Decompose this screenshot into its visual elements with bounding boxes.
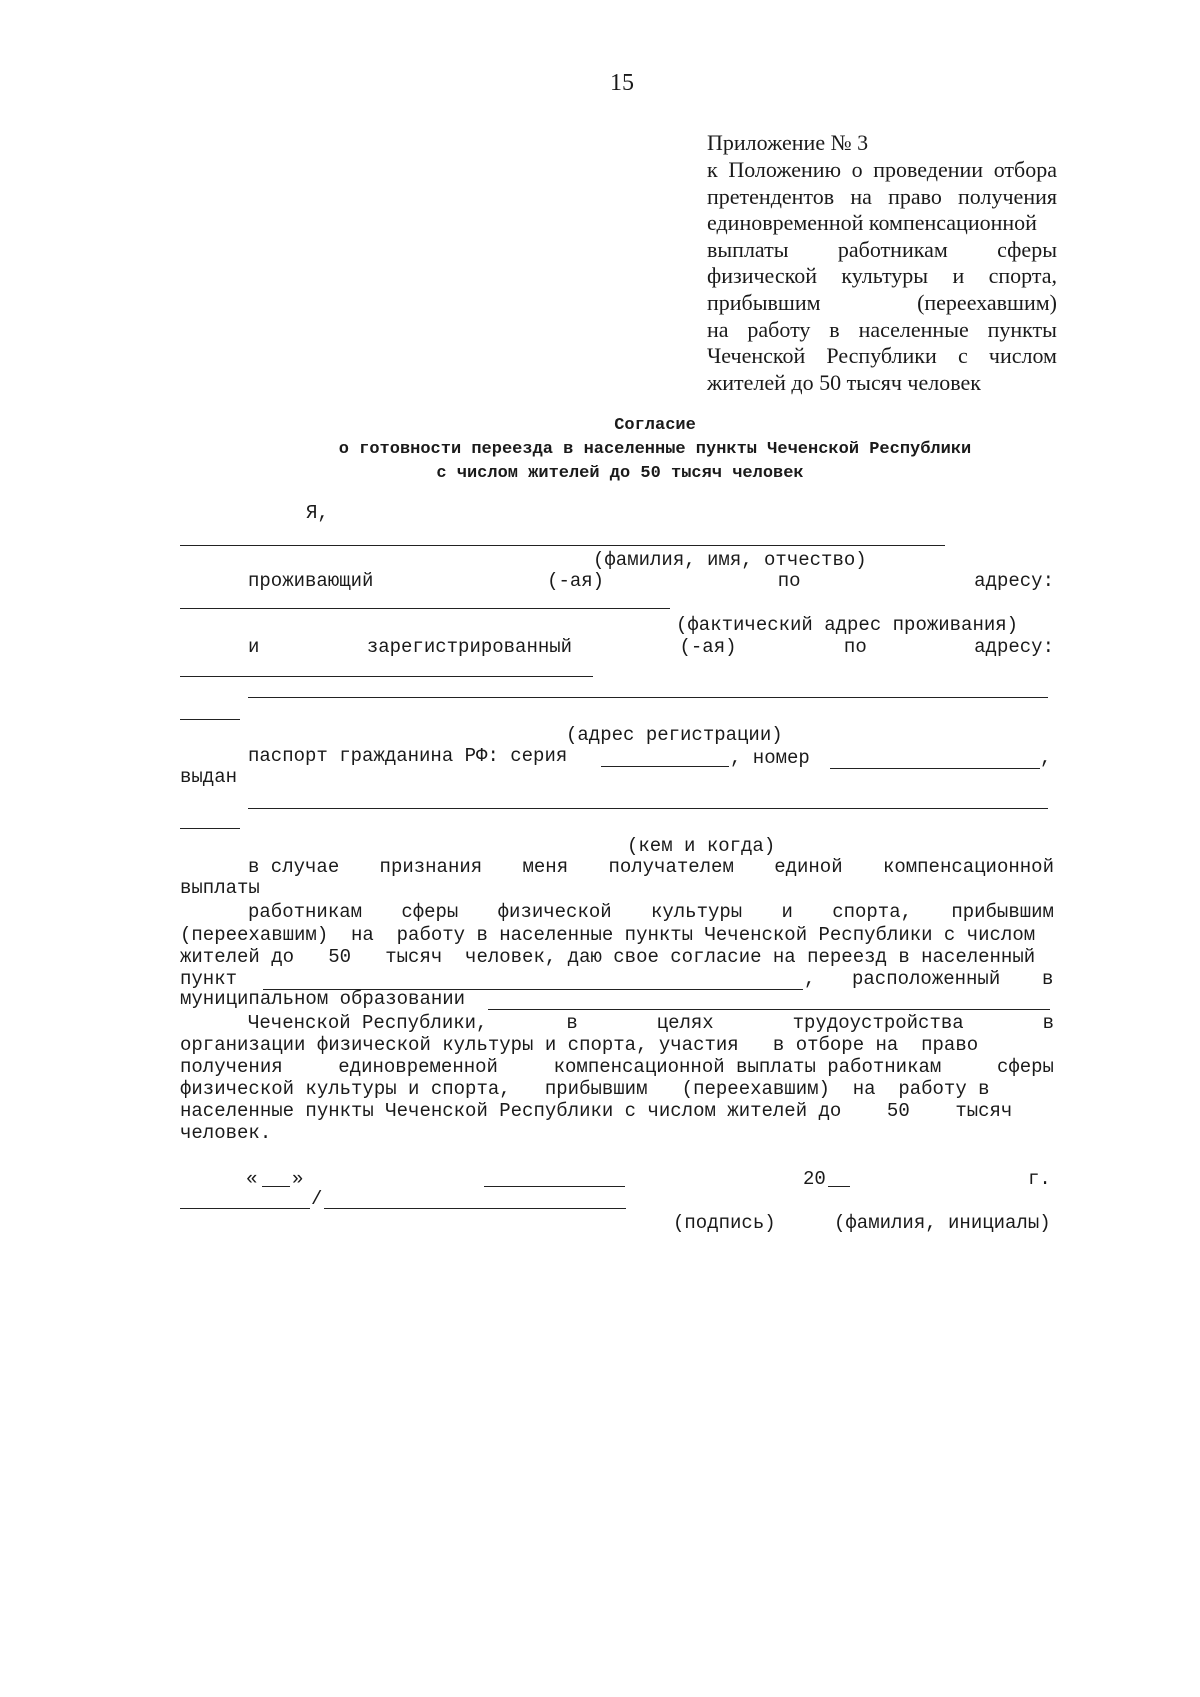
word: проживающий bbox=[248, 570, 374, 592]
appendix-line bbox=[707, 210, 1057, 237]
word: сферы bbox=[996, 1056, 1054, 1078]
passport-series-field[interactable] bbox=[601, 766, 729, 767]
appendix-body bbox=[707, 157, 1057, 396]
word: адресу: bbox=[974, 636, 1054, 658]
fio-hint: (фамилия, имя, отчество) bbox=[593, 549, 867, 571]
word: единой bbox=[774, 856, 843, 878]
word: получения bbox=[180, 1056, 283, 1078]
located-preposition: в bbox=[1042, 968, 1054, 990]
document-subtitle: о готовности переезда в населенные пункты Чеченской Республики bbox=[338, 440, 972, 459]
consent-text-line-13: человек. bbox=[180, 1122, 272, 1144]
consent-text-line-10 bbox=[180, 1056, 1054, 1078]
issued-by-field-line-1[interactable] bbox=[248, 808, 1048, 809]
word: культуры bbox=[650, 901, 743, 923]
appendix-word: единовременной компенсационной bbox=[707, 210, 1037, 236]
appendix-word: пункты bbox=[987, 316, 1057, 342]
word: получателем bbox=[608, 856, 734, 878]
residing-line bbox=[248, 570, 1054, 592]
consent-text-line-3 bbox=[248, 901, 1054, 923]
year-prefix: 20 bbox=[803, 1168, 826, 1190]
word: в bbox=[1042, 1012, 1054, 1034]
passport-comma: , bbox=[1040, 747, 1052, 769]
municipality-field[interactable] bbox=[488, 1009, 1050, 1010]
word: признания bbox=[379, 856, 483, 878]
appendix-word: числом bbox=[988, 343, 1057, 369]
appendix-word: работникам bbox=[837, 236, 948, 262]
word: спорта, bbox=[832, 901, 913, 923]
appendix-word: Республики bbox=[826, 343, 937, 369]
word: компенсационной bbox=[882, 856, 1054, 878]
word: и bbox=[781, 901, 793, 923]
registered-line bbox=[248, 636, 1054, 658]
appendix-line bbox=[707, 263, 1057, 290]
appendix-line bbox=[707, 317, 1057, 344]
actual-address-hint: (фактический адрес проживания) bbox=[676, 614, 1019, 636]
located-label: расположенный bbox=[852, 968, 1001, 990]
appendix-word: выплаты bbox=[707, 236, 789, 262]
year-field[interactable] bbox=[828, 1186, 850, 1187]
word: физической bbox=[497, 901, 612, 923]
full-name-hint: (фамилия, инициалы) bbox=[834, 1212, 1051, 1234]
issued-label: выдан bbox=[180, 766, 238, 788]
word: прибывшим bbox=[951, 901, 1054, 923]
word: компенсационной выплаты работникам bbox=[553, 1056, 942, 1078]
appendix-word: претендентов bbox=[707, 183, 835, 209]
date-open-quote: « bbox=[246, 1168, 258, 1190]
appendix-line bbox=[707, 237, 1057, 264]
passport-number-label: , номер bbox=[730, 747, 810, 769]
word: (-ая) bbox=[679, 636, 737, 658]
signature-slash: / bbox=[311, 1188, 323, 1210]
word: по bbox=[777, 570, 801, 592]
word: по bbox=[843, 636, 867, 658]
appendix-word: (переехавшим) bbox=[917, 289, 1057, 315]
date-close-quote: » bbox=[292, 1168, 304, 1190]
signature-hint: (подпись) bbox=[673, 1212, 776, 1234]
fio-field-line[interactable] bbox=[180, 545, 945, 546]
consent-text-line-11: физической культуры и спорта, прибывшим (переехавшим) на работу в bbox=[180, 1078, 990, 1100]
appendix-word: спорта, bbox=[988, 263, 1057, 289]
appendix-word: населенные bbox=[858, 316, 969, 342]
consent-text-line-8 bbox=[248, 1012, 1054, 1034]
appendix-word: получения bbox=[958, 183, 1057, 209]
date-month-field[interactable] bbox=[484, 1186, 625, 1187]
appendix-word: в bbox=[829, 316, 840, 342]
word: сферы bbox=[401, 901, 459, 923]
word: целях bbox=[656, 1012, 714, 1034]
actual-address-field-line[interactable] bbox=[180, 608, 670, 609]
appendix-title: Приложение № 3 bbox=[707, 130, 869, 155]
settlement-label: пункт bbox=[180, 968, 238, 990]
appendix-word: Положению bbox=[728, 157, 842, 182]
appendix-word: Чеченской bbox=[707, 343, 806, 369]
registration-address-field-line-2[interactable] bbox=[248, 697, 1048, 698]
page-number: 15 bbox=[610, 70, 634, 96]
registration-address-field-line-1[interactable] bbox=[180, 676, 593, 677]
settlement-comma: , bbox=[804, 968, 816, 990]
word: адресу: bbox=[974, 570, 1054, 592]
appendix-word: и bbox=[952, 263, 965, 289]
word: единовременной bbox=[338, 1056, 498, 1078]
appendix-word: физической bbox=[707, 263, 817, 289]
consent-text-line-12: населенные пункты Чеченской Республики с числом жителей до 50 тысяч bbox=[180, 1100, 1013, 1122]
word: (-ая) bbox=[547, 570, 605, 592]
passport-number-field[interactable] bbox=[830, 768, 1040, 769]
intro-pronoun: Я, bbox=[306, 502, 329, 524]
appendix-word: отбора bbox=[993, 157, 1057, 182]
appendix-word: работу bbox=[747, 316, 811, 342]
passport-series-label: паспорт гражданина РФ: серия bbox=[248, 745, 568, 767]
appendix-word: на bbox=[850, 183, 872, 209]
document-subtitle-2: с числом жителей до 50 тысяч человек bbox=[436, 464, 804, 483]
word: в bbox=[566, 1012, 578, 1034]
appendix-word: прибывшим bbox=[707, 289, 821, 315]
appendix-word: право bbox=[888, 183, 942, 209]
full-name-field[interactable] bbox=[324, 1208, 626, 1209]
issued-by-hint: (кем и когда) bbox=[627, 835, 776, 857]
issued-by-field-line-2[interactable] bbox=[180, 828, 240, 829]
word: трудоустройства bbox=[792, 1012, 964, 1034]
registration-address-field-line-3[interactable] bbox=[180, 719, 240, 720]
word: зарегистрированный bbox=[366, 636, 573, 658]
date-day-field[interactable] bbox=[262, 1186, 290, 1187]
appendix-word: с bbox=[957, 343, 968, 369]
year-suffix: г. bbox=[1028, 1168, 1051, 1190]
word: в случае bbox=[248, 856, 340, 878]
appendix-word: на bbox=[707, 316, 729, 342]
appendix-word: культуры bbox=[841, 263, 929, 289]
document-title: Согласие bbox=[614, 416, 696, 435]
appendix-line bbox=[707, 370, 1057, 397]
appendix-line bbox=[707, 343, 1057, 370]
appendix-word: жителей до 50 тысяч человек bbox=[707, 369, 981, 395]
consent-text-line-5: жителей до 50 тысяч человек, даю свое согласие на переезд в населенный bbox=[180, 946, 1036, 968]
word: и bbox=[248, 636, 260, 658]
word: меня bbox=[522, 856, 569, 878]
signature-field[interactable] bbox=[180, 1208, 310, 1209]
appendix-word: сферы bbox=[997, 236, 1057, 262]
registration-address-hint: (адрес регистрации) bbox=[566, 724, 783, 746]
appendix-word: о bbox=[851, 157, 863, 182]
consent-text-line-9: организации физической культуры и спорта, участия в отборе на право bbox=[180, 1034, 979, 1056]
word: Чеченской Республики, bbox=[248, 1012, 488, 1034]
appendix-line bbox=[707, 184, 1057, 211]
appendix-line bbox=[707, 290, 1057, 317]
appendix-line bbox=[707, 157, 1057, 184]
appendix-word: проведении bbox=[873, 157, 984, 182]
consent-text-line-1 bbox=[248, 856, 1054, 878]
municipality-label: муниципальном образовании bbox=[180, 988, 466, 1010]
consent-text-line-4: (переехавшим) на работу в населенные пункты Чеченской Республики с числом bbox=[180, 924, 1036, 946]
appendix-word: к bbox=[707, 157, 718, 182]
consent-text-line-2: выплаты bbox=[180, 877, 260, 899]
word: работникам bbox=[248, 901, 363, 923]
